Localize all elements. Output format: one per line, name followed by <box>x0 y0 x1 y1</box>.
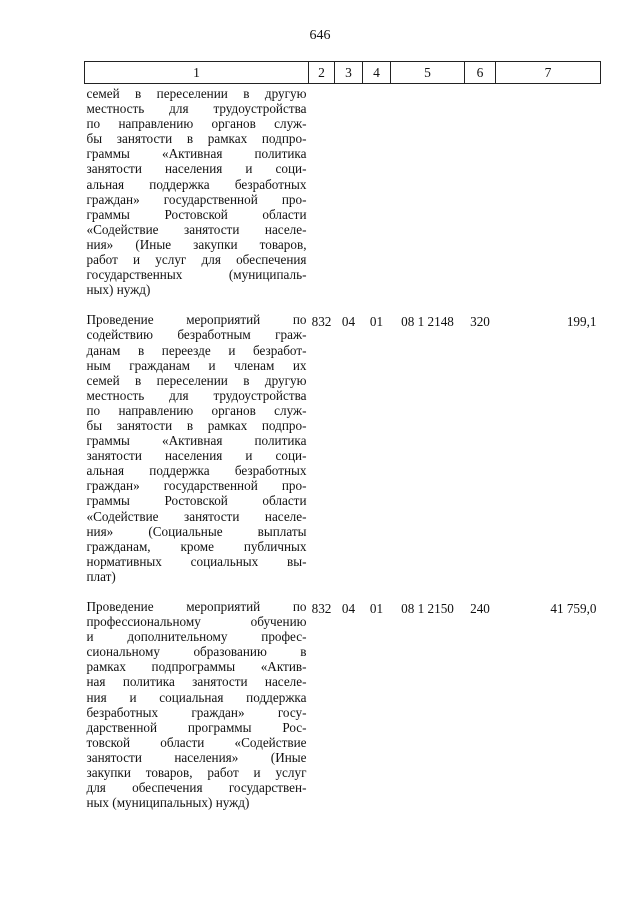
column-header-2: 2 <box>309 62 335 84</box>
column-header-6: 6 <box>465 62 496 84</box>
row-description: Проведение мероприятий по содействию безработным граж- данам в переезде и безработ- ным гражданам и членам их семей в переселении в другую местность для трудоустройства по направлению органов служ- бы занятости в рамках подпро- граммы «Активная политика занятости населения и соци- альная поддержка безработных граждан» государственной про- граммы Ростовской области «Содействие занятости населе- ния» (Социальные выплаты гражданам, кроме публичных нормативных социальных вы- плат) <box>86 312 307 584</box>
expense-type-code: 320 <box>470 314 490 330</box>
table-row <box>85 598 601 810</box>
row-spacer <box>85 584 601 598</box>
column-header-7: 7 <box>496 62 601 84</box>
amount <box>496 84 601 298</box>
expense-type-code <box>465 84 496 298</box>
page-number: 646 <box>309 28 331 43</box>
row-spacer <box>85 297 601 311</box>
table-row <box>85 311 601 584</box>
subsection-code <box>363 84 391 298</box>
section-code: 04 <box>341 601 356 616</box>
column-header-5: 5 <box>391 62 465 84</box>
subsection-code: 01 <box>369 601 384 616</box>
expense-type-code: 240 <box>470 601 490 616</box>
column-header-3: 3 <box>335 62 363 84</box>
ministry-code: 832 <box>311 601 332 616</box>
amount: 41 759,0 <box>550 601 597 616</box>
target-article-code: 08 1 2150 <box>401 601 454 616</box>
column-header-1: 1 <box>85 62 309 84</box>
section-code: 04 <box>341 314 356 330</box>
table-row <box>85 84 601 298</box>
budget-table <box>84 61 601 810</box>
ministry-code <box>309 84 335 298</box>
target-article-code <box>391 84 465 298</box>
subsection-code: 01 <box>369 314 384 330</box>
section-code <box>335 84 363 298</box>
row-description: Проведение мероприятий по профессиональному обучению и дополнительному профес- сиональному образованию в рамках подпрограммы «Актив- ная политика занятости населе- ния и социальная поддержка безработных граждан» госу- дарственной программы Рос- товской области «Содействие занятости населения» (Иные закупки товаров, работ и услуг для обеспечения государствен- ных (муниципальных) нужд) <box>86 599 307 811</box>
column-header-4: 4 <box>363 62 391 84</box>
amount: 199,1 <box>566 314 597 330</box>
ministry-code: 832 <box>311 314 332 330</box>
row-description: семей в переселении в другую местность для трудоустройства по направлению органов служ- бы занятости в рамках подпро- граммы «Активная политика занятости населения и соци- альная поддержка безработных граждан» государственной про- граммы Ростовской области «Содействие занятости населе- ния» (Иные закупки товаров, работ и услуг для обеспечения государственных (муниципаль- ных) нужд) <box>86 86 307 298</box>
table-header-row <box>85 62 601 84</box>
target-article-code: 08 1 2148 <box>401 314 454 330</box>
